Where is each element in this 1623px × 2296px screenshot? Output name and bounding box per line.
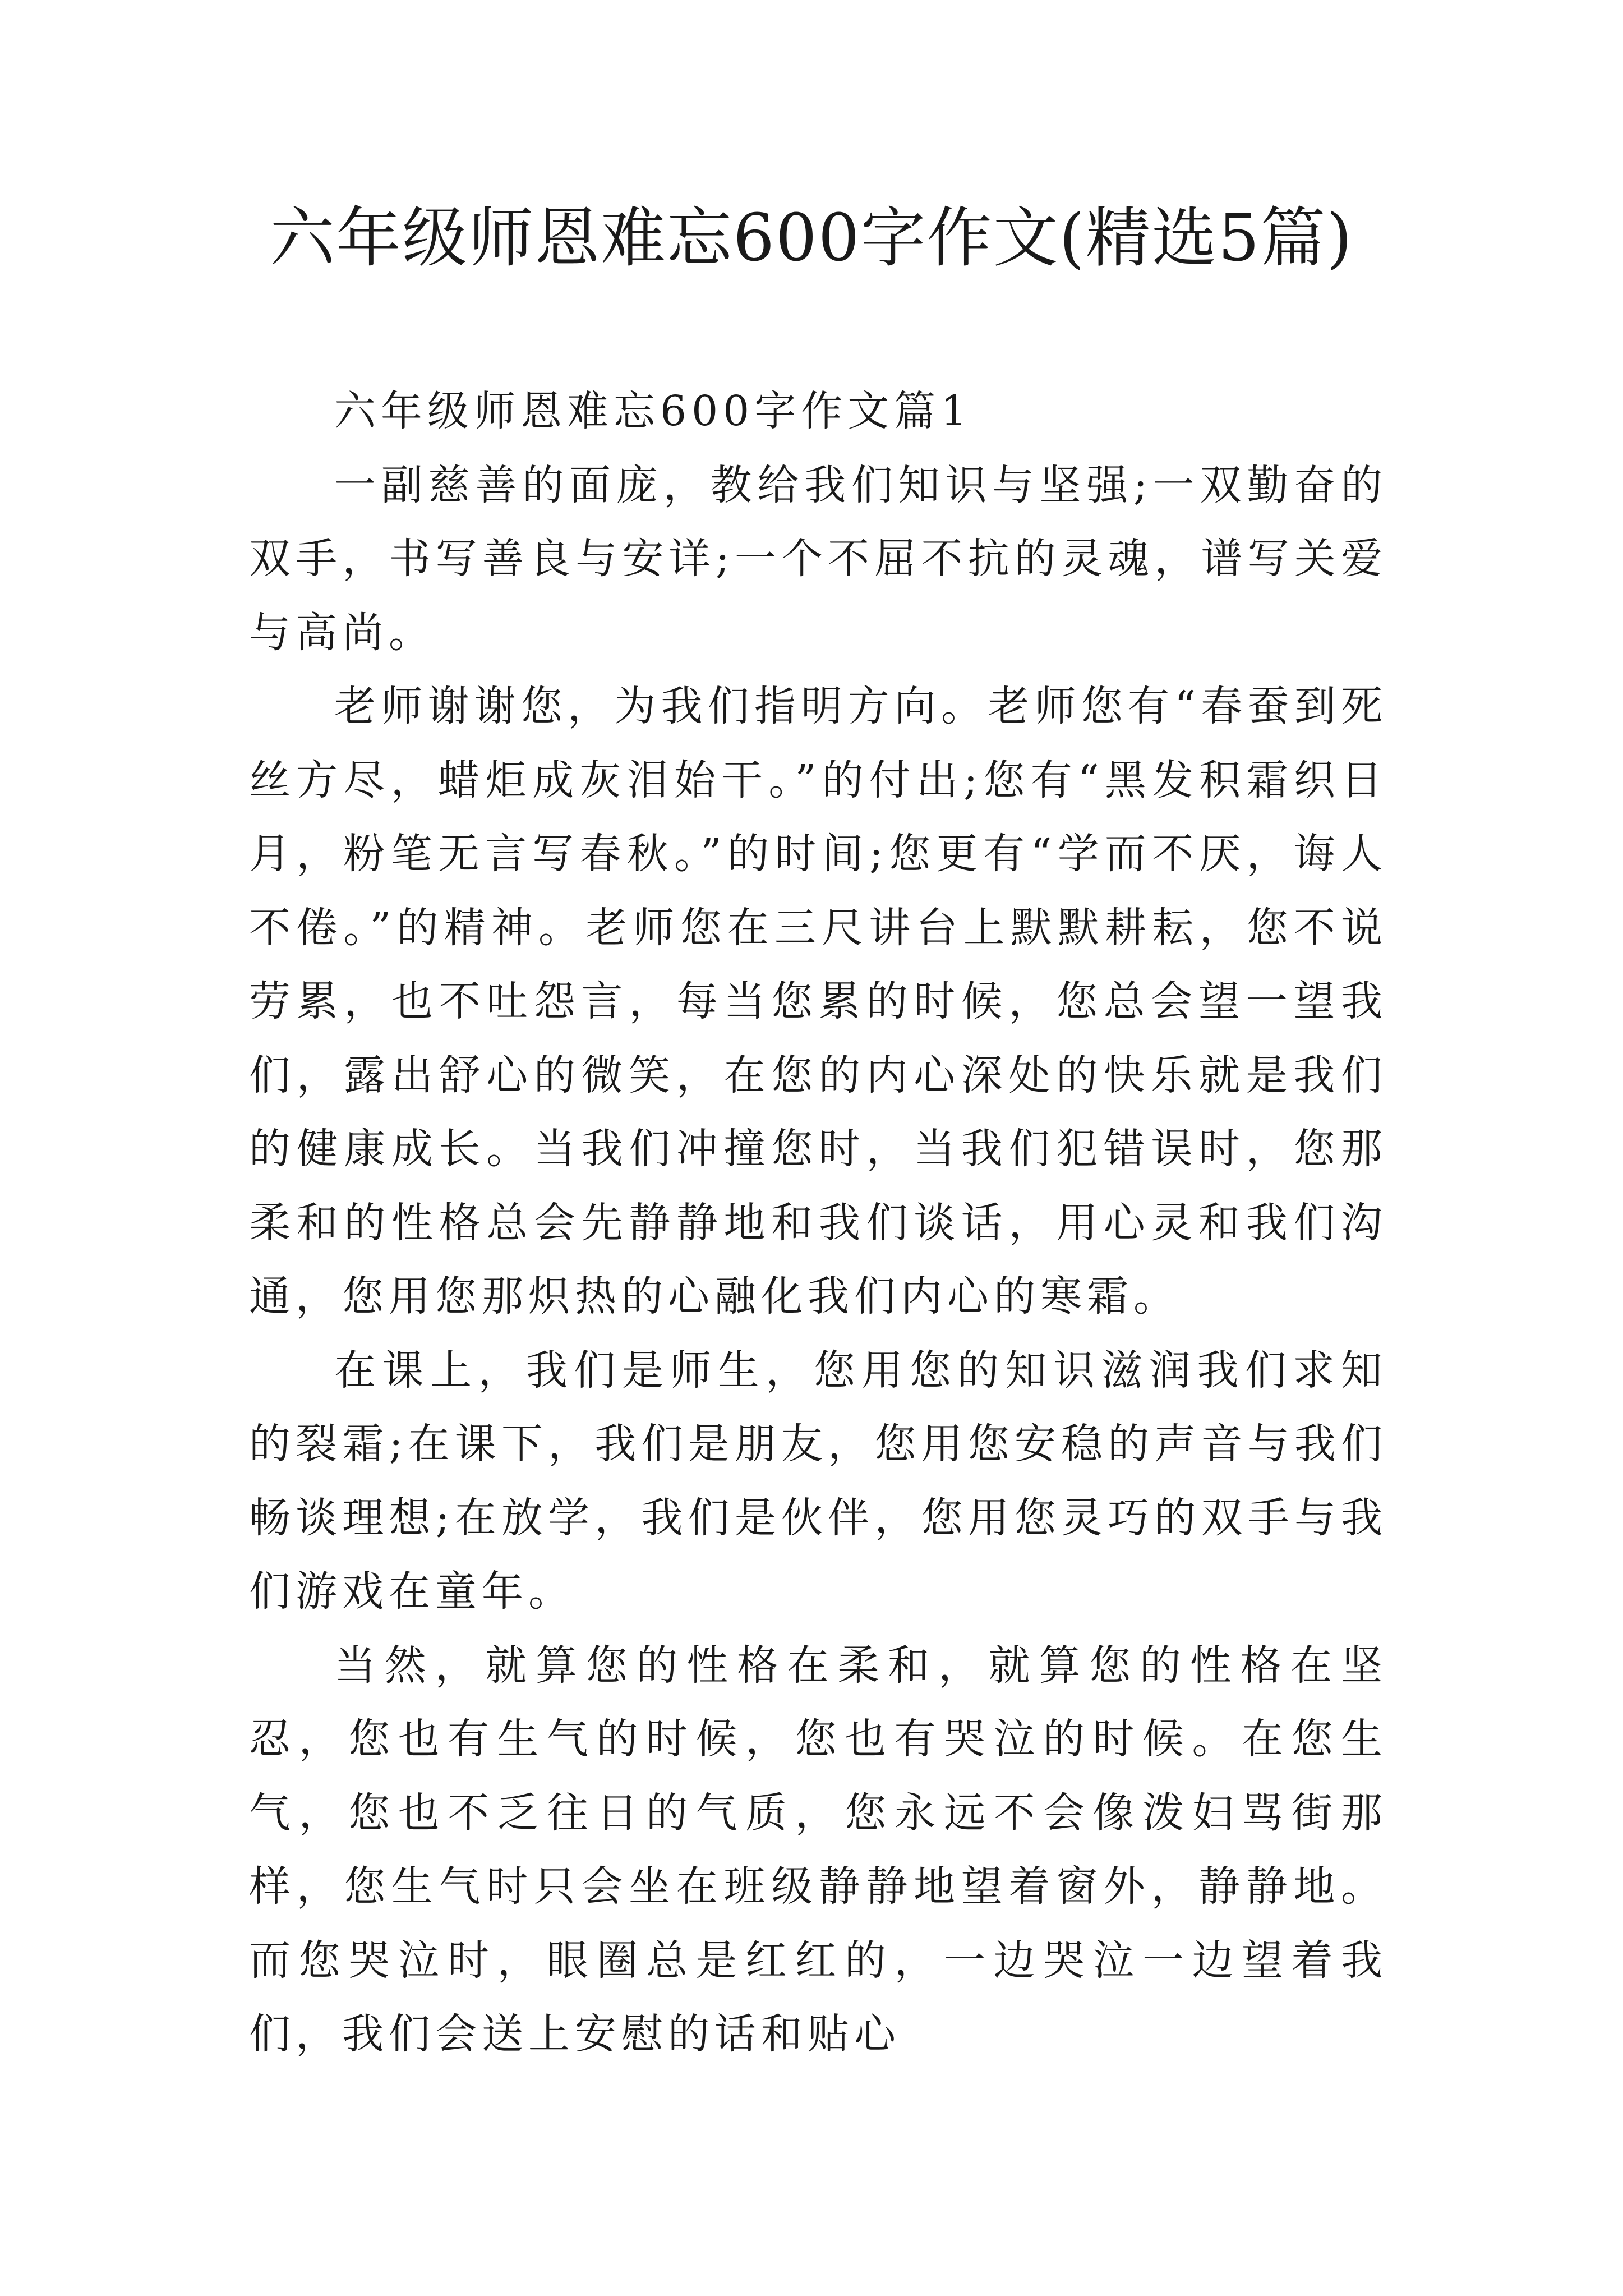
document-title: 六年级师恩难忘600字作文(精选5篇)	[270, 200, 1353, 276]
document-body	[249, 375, 1387, 2072]
section-heading: 六年级师恩难忘600字作文篇1	[334, 387, 972, 435]
paragraph: 老师谢谢您，为我们指明方向。老师您有“春蚕到死丝方尽，蜡炬成灰泪始干。”的付出;您有“黑发积霜织日月，粉笔无言写春秋。”的时间;您更有“学而不厌，诲人不倦。”的精神。老师您在三尺讲台上默默耕耘，您不说劳累，也不吐怨言，每当您累的时候，您总会望一望我们，露出舒心的微笑，在您的内心深处的快乐就是我们的健康成长。当我们冲撞您时，当我们犯错误时，您那柔和的性格总会先静静地和我们谈话，用心灵和我们沟通，您用您那炽热的心融化我们内心的寒霜。	[249, 682, 1387, 1320]
paragraph: 一副慈善的面庞，教给我们知识与坚强;一双勤奋的双手，书写善良与安详;一个不屈不抗的灵魂，谱写关爱与高尚。	[249, 461, 1387, 657]
paragraph: 当然，就算您的性格在柔和，就算您的性格在坚忍，您也有生气的时候，您也有哭泣的时候。在您生气，您也不乏往日的气质，您永远不会像泼妇骂街那样，您生气时只会坐在班级静静地望着窗外，静静地。而您哭泣时，眼圈总是红红的，一边哭泣一边望着我们，我们会送上安慰的话和贴心	[249, 1641, 1387, 2058]
paragraph: 在课上，我们是师生，您用您的知识滋润我们求知的裂霜;在课下，我们是朋友，您用您安稳的声音与我们畅谈理想;在放学，我们是伙伴，您用您灵巧的双手与我们游戏在童年。	[249, 1346, 1387, 1616]
